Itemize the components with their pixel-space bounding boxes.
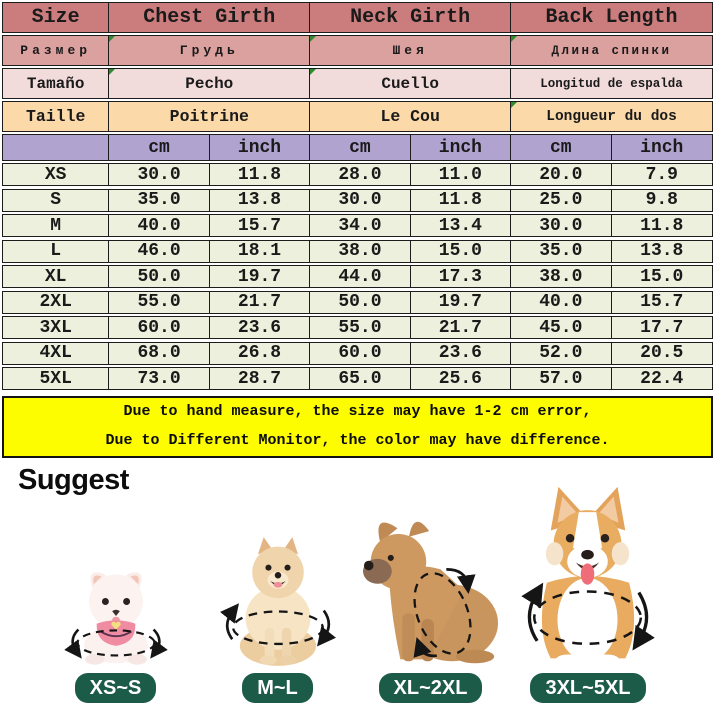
excel-corner-marker (310, 69, 316, 75)
size-cell: M (3, 215, 109, 236)
value-cell: 35.0 (109, 190, 209, 211)
french-bulldog-icon (353, 510, 509, 668)
notice-line-1: Due to hand measure, the size may have 1-2 cm error, (123, 403, 592, 420)
value-cell: 11.8 (640, 215, 684, 236)
header-back-fr-label: Longueur du dos (546, 108, 677, 125)
value-cell: 38.0 (511, 266, 611, 287)
value-cell: 46.0 (109, 241, 209, 262)
pomeranian-icon (216, 534, 340, 668)
value-cell: 28.7 (210, 368, 310, 389)
header-back-en: Back Length (545, 6, 678, 29)
size-cell: S (3, 190, 109, 211)
size-cell: XL (3, 266, 109, 287)
value-cell: 17.3 (411, 266, 511, 287)
size-cell: 2XL (3, 292, 109, 313)
table-row-xs (2, 163, 713, 186)
size-cell: 5XL (3, 368, 109, 389)
value-cell: 44.0 (310, 266, 410, 287)
header-neck-ru (310, 36, 511, 65)
value-cell: 28.0 (310, 164, 410, 185)
header-chest-es (109, 69, 310, 98)
value-cell: 19.7 (210, 266, 310, 287)
value-cell: 30.0 (310, 190, 410, 211)
value-cell: 11.8 (411, 190, 511, 211)
value-cell: 13.4 (411, 215, 511, 236)
suggest-group-xs-s (48, 562, 183, 703)
unit-neck-cm: cm (310, 135, 410, 160)
value-cell: 30.0 (109, 164, 209, 185)
header-neck-es (310, 69, 511, 98)
value-cell: 25.0 (511, 190, 611, 211)
value-cell: 50.0 (109, 266, 209, 287)
header-back-ru-label: Длина спинки (551, 43, 672, 58)
header-back-es: Longitud de espalda (540, 76, 683, 91)
header-back-fr (511, 102, 712, 131)
value-cell: 23.6 (411, 343, 511, 364)
value-cell: 15.7 (210, 215, 310, 236)
value-cell: 7.9 (645, 164, 678, 185)
value-cell: 55.0 (109, 292, 209, 313)
header-chest-es-label: Pecho (185, 74, 234, 93)
size-cell: 4XL (3, 343, 109, 364)
value-cell: 15.7 (640, 292, 684, 312)
value-cell: 11.8 (210, 164, 310, 185)
suggest-group-m-l (210, 534, 345, 703)
excel-corner-marker (511, 102, 517, 108)
unit-back-inch: inch (640, 137, 684, 158)
table-row-m (2, 214, 713, 237)
table-row-xl (2, 265, 713, 288)
header-chest-en: Chest Girth (109, 3, 310, 32)
size-table (2, 2, 713, 393)
value-cell: 23.6 (210, 317, 310, 338)
table-row-l (2, 240, 713, 263)
size-range-pill-xl-2xl: XL~2XL (379, 673, 483, 703)
value-cell: 26.8 (210, 343, 310, 364)
table-row-3xl (2, 316, 713, 339)
value-cell: 73.0 (109, 368, 209, 389)
value-cell: 20.5 (640, 343, 684, 363)
value-cell: 55.0 (310, 317, 410, 338)
header-size-es: Tamaño (3, 69, 109, 98)
value-cell: 34.0 (310, 215, 410, 236)
value-cell: 57.0 (511, 368, 611, 389)
header-neck-fr: Le Cou (310, 102, 511, 131)
suggest-heading: Suggest (18, 464, 129, 496)
header-chest-fr: Poitrine (109, 102, 310, 131)
value-cell: 35.0 (511, 241, 611, 262)
value-cell: 52.0 (511, 343, 611, 364)
header-neck-es-label: Cuello (381, 74, 439, 93)
value-cell: 45.0 (511, 317, 611, 338)
value-cell: 25.6 (411, 368, 511, 389)
unit-back-cm: cm (511, 135, 611, 160)
corgi-icon (508, 484, 668, 668)
header-size-fr: Taille (3, 102, 109, 131)
size-range-pill-m-l: M~L (242, 673, 313, 703)
header-neck-ru-label: Шея (392, 43, 428, 58)
measure-notice-banner (2, 396, 713, 458)
unit-chest-inch: inch (210, 135, 310, 160)
size-cell: 3XL (3, 317, 109, 338)
size-cell: L (3, 241, 109, 262)
value-cell: 60.0 (310, 343, 410, 364)
value-cell: 68.0 (109, 343, 209, 364)
value-cell: 9.8 (645, 190, 678, 210)
value-cell: 19.7 (411, 292, 511, 313)
table-row-2xl (2, 291, 713, 314)
value-cell: 30.0 (511, 215, 611, 236)
excel-corner-marker (310, 36, 316, 42)
notice-line-2: Due to Different Monitor, the color may have difference. (105, 432, 610, 449)
value-cell: 50.0 (310, 292, 410, 313)
unit-chest-cm: cm (109, 135, 209, 160)
header-chest-ru (109, 36, 310, 65)
value-cell: 15.0 (640, 266, 684, 287)
table-row-5xl (2, 367, 713, 390)
suggest-group-3xl-5xl (503, 484, 673, 703)
value-cell: 15.0 (411, 241, 511, 262)
value-cell: 13.8 (210, 190, 310, 211)
suggest-group-xl-2xl (348, 510, 513, 703)
excel-corner-marker (109, 36, 115, 42)
value-cell: 13.8 (640, 241, 684, 261)
header-neck-en: Neck Girth (310, 3, 511, 32)
unit-empty-cell (3, 135, 109, 160)
unit-neck-inch: inch (411, 135, 511, 160)
value-cell: 20.0 (511, 164, 611, 185)
size-range-pill-xs-s: XS~S (75, 673, 157, 703)
table-row-english (2, 2, 713, 33)
value-cell: 18.1 (210, 241, 310, 262)
table-row-russian (2, 35, 713, 66)
table-row-units (2, 134, 713, 161)
value-cell: 21.7 (210, 292, 310, 313)
value-cell: 11.0 (411, 164, 511, 185)
value-cell: 22.4 (640, 368, 684, 389)
value-cell: 40.0 (511, 292, 611, 313)
value-cell: 40.0 (109, 215, 209, 236)
header-size-ru: Размер (3, 36, 109, 65)
table-row-4xl (2, 342, 713, 365)
toy-puppy-icon (57, 562, 175, 668)
excel-corner-marker (511, 36, 517, 42)
value-cell: 65.0 (310, 368, 410, 389)
header-chest-ru-label: Грудь (179, 43, 239, 58)
size-cell: XS (3, 164, 109, 185)
excel-corner-marker (109, 69, 115, 75)
value-cell: 38.0 (310, 241, 410, 262)
size-range-pill-3xl-5xl: 3XL~5XL (530, 673, 645, 703)
table-row-s (2, 189, 713, 212)
value-cell: 21.7 (411, 317, 511, 338)
value-cell: 17.7 (640, 317, 684, 338)
table-row-french (2, 101, 713, 132)
header-back-ru (511, 36, 712, 65)
value-cell: 60.0 (109, 317, 209, 338)
header-size-en: Size (3, 3, 109, 32)
table-row-spanish (2, 68, 713, 99)
